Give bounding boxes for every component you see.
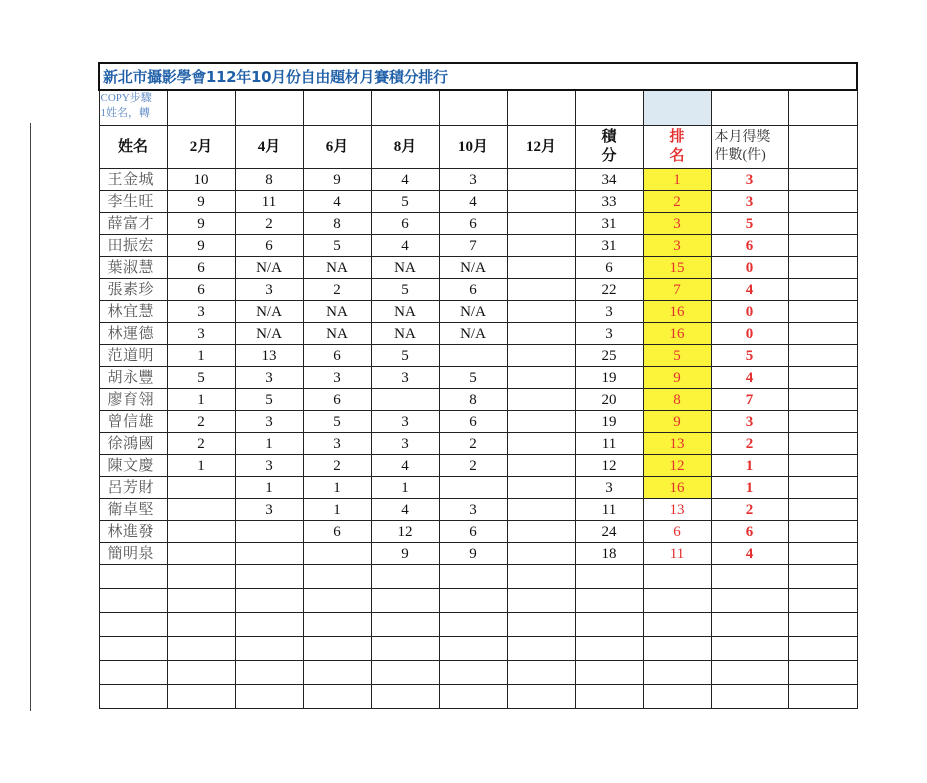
table-row: [99, 213, 857, 235]
column-header-row: [99, 126, 857, 169]
month-score: 5: [371, 345, 439, 367]
table-row: [99, 191, 857, 213]
month-score: 2: [439, 433, 507, 455]
month-score: 1: [167, 455, 235, 477]
month-score: [235, 521, 303, 543]
month-score: 6: [439, 411, 507, 433]
rank-cell: 6: [643, 521, 711, 543]
header-awards: 本月得獎 件數(件): [711, 126, 788, 169]
table-row: [99, 389, 857, 411]
member-name: 陳文慶: [99, 455, 167, 477]
table-row: [99, 367, 857, 389]
total-score: 20: [575, 389, 643, 411]
rank-cell: 8: [643, 389, 711, 411]
month-score: 6: [167, 279, 235, 301]
awards-count: 5: [711, 213, 788, 235]
month-score: 9: [167, 235, 235, 257]
month-score: [167, 543, 235, 565]
awards-count: 5: [711, 345, 788, 367]
table-row: [99, 257, 857, 279]
table-row: [99, 345, 857, 367]
month-score: 10: [167, 169, 235, 191]
month-score: N/A: [439, 301, 507, 323]
member-name: 林運德: [99, 323, 167, 345]
month-score: NA: [371, 323, 439, 345]
month-score: 3: [235, 279, 303, 301]
empty-row: [99, 613, 857, 637]
month-score: N/A: [235, 323, 303, 345]
member-name: 呂芳財: [99, 477, 167, 499]
month-score: [507, 235, 575, 257]
month-score: 4: [371, 235, 439, 257]
awards-count: 6: [711, 235, 788, 257]
awards-count: 0: [711, 301, 788, 323]
rank-cell: 16: [643, 477, 711, 499]
month-score: 5: [235, 389, 303, 411]
month-score: [167, 477, 235, 499]
month-score: 9: [167, 191, 235, 213]
month-score: NA: [371, 301, 439, 323]
month-score: [507, 279, 575, 301]
rank-cell: 9: [643, 367, 711, 389]
rank-cell: 1: [643, 169, 711, 191]
month-score: 5: [371, 191, 439, 213]
month-score: NA: [303, 257, 371, 279]
header-month-feb: 2月: [167, 126, 235, 169]
month-score: 5: [303, 235, 371, 257]
table-row: [99, 543, 857, 565]
member-name: 簡明泉: [99, 543, 167, 565]
month-score: 4: [439, 191, 507, 213]
month-score: 5: [167, 367, 235, 389]
month-score: 1: [235, 477, 303, 499]
copy-note-line-1: COPY步驟: [100, 92, 152, 104]
awards-count: 4: [711, 367, 788, 389]
month-score: [507, 213, 575, 235]
month-score: 2: [303, 455, 371, 477]
month-score: 6: [303, 345, 371, 367]
rank-cell: 11: [643, 543, 711, 565]
month-score: NA: [303, 301, 371, 323]
month-score: 3: [439, 169, 507, 191]
month-score: [507, 433, 575, 455]
total-score: 31: [575, 235, 643, 257]
awards-count: 0: [711, 323, 788, 345]
member-name: 田振宏: [99, 235, 167, 257]
total-score: 19: [575, 411, 643, 433]
table-row: [99, 301, 857, 323]
month-score: 9: [303, 169, 371, 191]
table-row: [99, 521, 857, 543]
month-score: [303, 543, 371, 565]
empty-row: [99, 589, 857, 613]
member-name: 葉淑慧: [99, 257, 167, 279]
month-score: 1: [235, 433, 303, 455]
month-score: 3: [235, 411, 303, 433]
header-name: 姓名: [99, 126, 167, 169]
month-score: 2: [167, 411, 235, 433]
rank-column-head-fill: [643, 90, 711, 126]
month-score: N/A: [235, 301, 303, 323]
awards-count: 3: [711, 169, 788, 191]
month-score: 6: [439, 279, 507, 301]
rank-cell: 16: [643, 301, 711, 323]
month-score: 5: [439, 367, 507, 389]
month-score: 3: [439, 499, 507, 521]
total-score: 3: [575, 323, 643, 345]
awards-count: 1: [711, 455, 788, 477]
header-month-oct: 10月: [439, 126, 507, 169]
total-score: 18: [575, 543, 643, 565]
month-score: 3: [303, 367, 371, 389]
month-score: [167, 521, 235, 543]
header-month-aug: 8月: [371, 126, 439, 169]
month-score: 4: [371, 499, 439, 521]
month-score: [371, 389, 439, 411]
score-sheet: [98, 62, 854, 711]
month-score: 11: [235, 191, 303, 213]
awards-count: 6: [711, 521, 788, 543]
total-score: 34: [575, 169, 643, 191]
table-row: [99, 235, 857, 257]
month-score: NA: [371, 257, 439, 279]
member-name: 胡永豐: [99, 367, 167, 389]
member-name: 范道明: [99, 345, 167, 367]
month-score: 8: [235, 169, 303, 191]
month-score: N/A: [235, 257, 303, 279]
table-row: [99, 477, 857, 499]
month-score: 6: [167, 257, 235, 279]
awards-count: 2: [711, 433, 788, 455]
month-score: [507, 257, 575, 279]
month-score: [439, 345, 507, 367]
rank-cell: 12: [643, 455, 711, 477]
month-score: [507, 191, 575, 213]
total-score: 3: [575, 477, 643, 499]
total-score: 24: [575, 521, 643, 543]
table-row: [99, 433, 857, 455]
member-name: 李生旺: [99, 191, 167, 213]
empty-row: [99, 685, 857, 709]
month-score: 3: [303, 433, 371, 455]
header-rank: 排 名: [643, 126, 711, 169]
awards-count: 7: [711, 389, 788, 411]
month-score: [439, 477, 507, 499]
month-score: 3: [167, 301, 235, 323]
month-score: [235, 543, 303, 565]
rank-cell: 3: [643, 213, 711, 235]
month-score: 3: [235, 367, 303, 389]
month-score: [507, 345, 575, 367]
month-score: 5: [371, 279, 439, 301]
month-score: [507, 169, 575, 191]
total-score: 11: [575, 433, 643, 455]
member-name: 曾信雄: [99, 411, 167, 433]
month-score: NA: [303, 323, 371, 345]
month-score: N/A: [439, 323, 507, 345]
rank-cell: 9: [643, 411, 711, 433]
month-score: 8: [303, 213, 371, 235]
month-score: 9: [371, 543, 439, 565]
month-score: 7: [439, 235, 507, 257]
member-name: 林宜慧: [99, 301, 167, 323]
month-score: 3: [371, 433, 439, 455]
month-score: 6: [439, 521, 507, 543]
month-score: 6: [439, 213, 507, 235]
header-score: 積 分: [575, 126, 643, 169]
member-name: 林進發: [99, 521, 167, 543]
total-score: 31: [575, 213, 643, 235]
month-score: 12: [371, 521, 439, 543]
month-score: 1: [303, 477, 371, 499]
total-score: 11: [575, 499, 643, 521]
month-score: [507, 411, 575, 433]
awards-count: 0: [711, 257, 788, 279]
member-name: 廖育翎: [99, 389, 167, 411]
month-score: 6: [303, 389, 371, 411]
copy-steps-note: [99, 90, 167, 126]
rank-cell: 13: [643, 499, 711, 521]
total-score: 25: [575, 345, 643, 367]
copy-note-line-2: 1姓名，轉: [100, 107, 150, 119]
awards-count: 3: [711, 191, 788, 213]
month-score: [167, 499, 235, 521]
table-row: [99, 499, 857, 521]
header-month-apr: 4月: [235, 126, 303, 169]
month-score: 3: [235, 499, 303, 521]
month-score: 4: [371, 455, 439, 477]
member-name: 王金城: [99, 169, 167, 191]
month-score: 1: [167, 389, 235, 411]
total-score: 6: [575, 257, 643, 279]
month-score: 3: [167, 323, 235, 345]
month-score: 3: [371, 367, 439, 389]
month-score: [507, 367, 575, 389]
page-margin-line: [30, 123, 31, 711]
month-score: 1: [371, 477, 439, 499]
table-row: [99, 279, 857, 301]
awards-count: 4: [711, 543, 788, 565]
month-score: [507, 323, 575, 345]
total-score: 12: [575, 455, 643, 477]
month-score: [507, 543, 575, 565]
table-row: [99, 411, 857, 433]
total-score: 22: [575, 279, 643, 301]
month-score: 2: [439, 455, 507, 477]
month-score: 3: [235, 455, 303, 477]
sheet-title: 新北市攝影學會112年10月份自由題材月賽積分排行: [99, 63, 857, 90]
table-row: [99, 169, 857, 191]
month-score: 2: [303, 279, 371, 301]
month-score: 6: [371, 213, 439, 235]
rank-cell: 3: [643, 235, 711, 257]
rank-cell: 7: [643, 279, 711, 301]
month-score: 6: [303, 521, 371, 543]
month-score: [507, 477, 575, 499]
total-score: 19: [575, 367, 643, 389]
header-month-jun: 6月: [303, 126, 371, 169]
empty-row: [99, 661, 857, 685]
table-row: [99, 323, 857, 345]
rank-cell: 2: [643, 191, 711, 213]
month-score: [507, 389, 575, 411]
month-score: [507, 301, 575, 323]
month-score: 8: [439, 389, 507, 411]
month-score: 4: [303, 191, 371, 213]
month-score: [507, 499, 575, 521]
month-score: 6: [235, 235, 303, 257]
month-score: 1: [167, 345, 235, 367]
month-score: 5: [303, 411, 371, 433]
table-row: [99, 455, 857, 477]
month-score: 1: [303, 499, 371, 521]
empty-row: [99, 565, 857, 589]
month-score: 9: [167, 213, 235, 235]
member-name: 衛卓堅: [99, 499, 167, 521]
header-month-dec: 12月: [507, 126, 575, 169]
rank-cell: 15: [643, 257, 711, 279]
awards-count: 3: [711, 411, 788, 433]
member-name: 薛富才: [99, 213, 167, 235]
rank-cell: 13: [643, 433, 711, 455]
month-score: 4: [371, 169, 439, 191]
ranking-table: [98, 62, 858, 709]
member-name: 張素珍: [99, 279, 167, 301]
month-score: [507, 521, 575, 543]
empty-row: [99, 637, 857, 661]
month-score: 3: [371, 411, 439, 433]
month-score: N/A: [439, 257, 507, 279]
month-score: 9: [439, 543, 507, 565]
month-score: 2: [235, 213, 303, 235]
month-score: 13: [235, 345, 303, 367]
awards-count: 2: [711, 499, 788, 521]
total-score: 3: [575, 301, 643, 323]
rank-cell: 5: [643, 345, 711, 367]
month-score: 2: [167, 433, 235, 455]
member-name: 徐鴻國: [99, 433, 167, 455]
rank-cell: 16: [643, 323, 711, 345]
month-score: [507, 455, 575, 477]
awards-count: 4: [711, 279, 788, 301]
awards-count: 1: [711, 477, 788, 499]
total-score: 33: [575, 191, 643, 213]
